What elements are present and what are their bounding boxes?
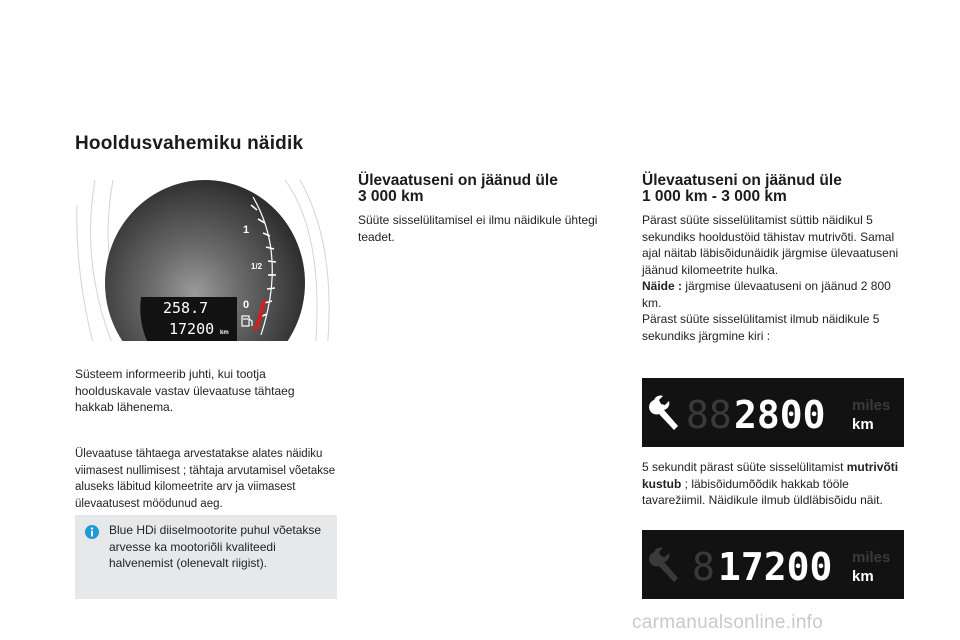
- scale-label-full: 1: [243, 224, 250, 236]
- example-label: Näide :: [642, 279, 683, 293]
- lcd-svg: [642, 530, 904, 599]
- para3-suffix: ; läbisõidumõõdik hakkab tööle tavarežiimil. Näidikule ilmub üldläbisõidu näit.: [642, 476, 883, 507]
- scale-label-empty: 0: [243, 299, 250, 311]
- info-icon: [85, 525, 99, 539]
- heading-1000-3000km: [642, 173, 902, 205]
- heading-line: 1 000 km - 3 000 km: [642, 188, 787, 205]
- intro-paragraph: Süsteem informeerib juhti, kui tootja hoolduskavale vastav ülevaatuse tähtaeg hakkab lähenema.: [75, 367, 295, 414]
- lcd-ghost-digits: 88: [686, 393, 732, 437]
- wrench-icon: [649, 396, 678, 430]
- deadline-paragraph: Ülevaatuse tähtaega arvestatakse alates näidiku viimasest nullimisest ; tähtaja arvutamisel võetakse aluseks läbitud kilomeetrite arv ja viimasest ülevaatusest möödunud aeg.: [75, 448, 336, 510]
- right-para2: Pärast süüte sisselülitamist ilmub näidikule 5 sekundiks järgmine kiri :: [642, 312, 880, 343]
- right-description: [642, 212, 904, 344]
- heading-line: Ülevaatuseni on jäänud üle: [358, 172, 558, 189]
- scale-label-half: 1/2: [251, 262, 263, 271]
- heading-over-3000km: [358, 173, 598, 205]
- lcd-display-odometer: [642, 530, 904, 599]
- right-para1: Pärast süüte sisselülitamist süttib näidikul 5 sekundiks hooldustöid tähistav mutrivõti. Samal ajal näitab läbisõidunäidik järgmise ülevaatuseni jäänud kilomeetrite hulka.: [642, 213, 899, 277]
- para3-prefix: 5 sekundit pärast süüte sisselülitamist: [642, 460, 847, 474]
- gauge-svg: [75, 175, 337, 351]
- lcd-unit: km: [852, 416, 874, 433]
- wrench-icon-ghost: [649, 548, 678, 582]
- para3-bold: mutrivõti kustub: [642, 460, 899, 491]
- over-3000km-text: Süüte sisselülitamisel ei ilmu näidikule ühtegi teadet.: [358, 213, 598, 244]
- trip-display: 258.7: [163, 299, 209, 317]
- lcd-ghost-unit: miles: [852, 397, 891, 414]
- example-text: järgmise ülevaatuseni on jäänud 2 800 km.: [642, 279, 891, 310]
- watermark: carmanualsonline.info: [632, 612, 824, 633]
- info-note-box: [75, 515, 337, 599]
- lcd-ghost-unit: miles: [852, 549, 891, 566]
- odometer-display: 17200: [169, 320, 215, 338]
- info-note-text: Blue HDi diiselmootorite puhul võetakse arvesse ka mootoriõli kvaliteedi halvenemist (olenevalt riigist).: [109, 523, 322, 570]
- heading-line: 3 000 km: [358, 188, 424, 205]
- lcd-odometer-value: 17200: [718, 545, 833, 589]
- instrument-gauge-illustration: [75, 175, 337, 351]
- lcd-ghost-digits: 8: [692, 545, 715, 589]
- heading-line: Ülevaatuseni on jäänud üle: [642, 172, 842, 189]
- lcd-distance-value: 2800: [734, 393, 826, 437]
- lcd-svg: [642, 378, 904, 447]
- lcd-unit: km: [852, 568, 874, 585]
- lcd-display-service-due: [642, 378, 904, 447]
- after-5-seconds-text: [642, 459, 904, 509]
- page-title: Hooldusvahemiku näidik: [75, 133, 304, 154]
- odometer-unit: km: [220, 330, 229, 336]
